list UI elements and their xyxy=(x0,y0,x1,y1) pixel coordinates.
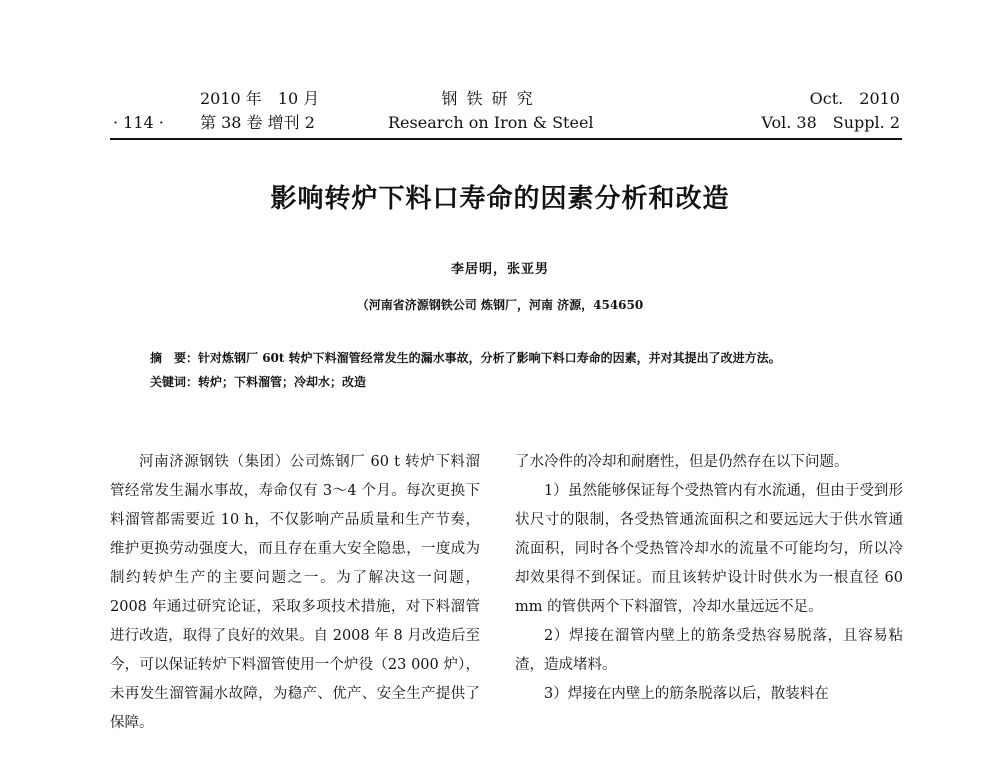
body-column-left xyxy=(110,448,480,738)
article-affiliation: （河南省济源钢铁公司 炼钢厂，河南 济源，454650 xyxy=(356,298,644,312)
list-item-3: 3）焊接在内壁上的筋条脱落以后，散装料在 xyxy=(544,686,829,702)
keywords xyxy=(150,370,850,394)
body-paragraph: 河南济源钢铁（集团）公司炼钢厂 60 t 转炉下料溜管经常发生漏水事故，寿命仅有 3～4 个月。每次更换下料溜管都需要近 10 h，不仅影响产品质量和生产节奏，维护更换劳动强度大，而且存在重大安全隐患，一度成为制约转炉生产的主要问题之一。为了解决这一问题，2008 年通过研究论证，采取多项技术措施，对下料溜管进行改造，取得了良好的效果。自 2008 年 8 月改造后至今，可以保证转炉下料溜管使用一个炉役（23 000 炉），未再发生溜管漏水故障，为稳产、优产、安全生产提供了保障。 xyxy=(110,454,480,731)
issue-volume-cn: 第 38 卷 增刊 2 xyxy=(200,113,315,132)
body-column-right xyxy=(515,448,903,709)
header-rule xyxy=(110,138,902,140)
keywords-label: 关键词： xyxy=(150,375,199,389)
journal-name-en: Research on Iron & Steel xyxy=(388,113,594,132)
body-paragraph-continued: 了水冷件的冷却和耐磨性，但是仍然存在以下问题。 xyxy=(515,454,849,470)
abstract-label: 摘 要： xyxy=(150,351,199,365)
page-number: · 114 · xyxy=(113,113,164,132)
abstract-text: 针对炼钢厂 60t 转炉下料溜管经常发生的漏水事故，分析了影响下料口寿命的因素，并对其提出了改进方法。 xyxy=(198,351,781,365)
list-item-1: 1）虽然能够保证每个受热管内有水流通，但由于受到形状尺寸的限制，各受热管通流面积之和要远远大于供水管通流面积，同时各个受热管冷却水的流量不可能均匀，所以冷却效果得不到保证。而且该转炉设计时供水为一根直径 60 mm 的管供两个下料溜管，冷却水量远远不足。 xyxy=(515,483,903,615)
article-authors: 李居明，张亚男 xyxy=(450,262,549,277)
issue-date-en: Oct. 2010 xyxy=(809,89,900,108)
journal-name-cn: 钢 铁 研 究 xyxy=(441,89,535,108)
keywords-text: 转炉；下料溜管；冷却水；改造 xyxy=(198,375,367,389)
article-title: 影响转炉下料口寿命的因素分析和改造 xyxy=(270,184,730,214)
abstract xyxy=(150,346,850,370)
abstract-block xyxy=(150,346,850,394)
issue-volume-en: Vol. 38 Suppl. 2 xyxy=(761,113,900,132)
issue-date-cn: 2010 年 10 月 xyxy=(200,89,320,108)
list-item-2: 2）焊接在溜管内壁上的筋条受热容易脱落，且容易粘渣，造成堵料。 xyxy=(515,628,903,673)
